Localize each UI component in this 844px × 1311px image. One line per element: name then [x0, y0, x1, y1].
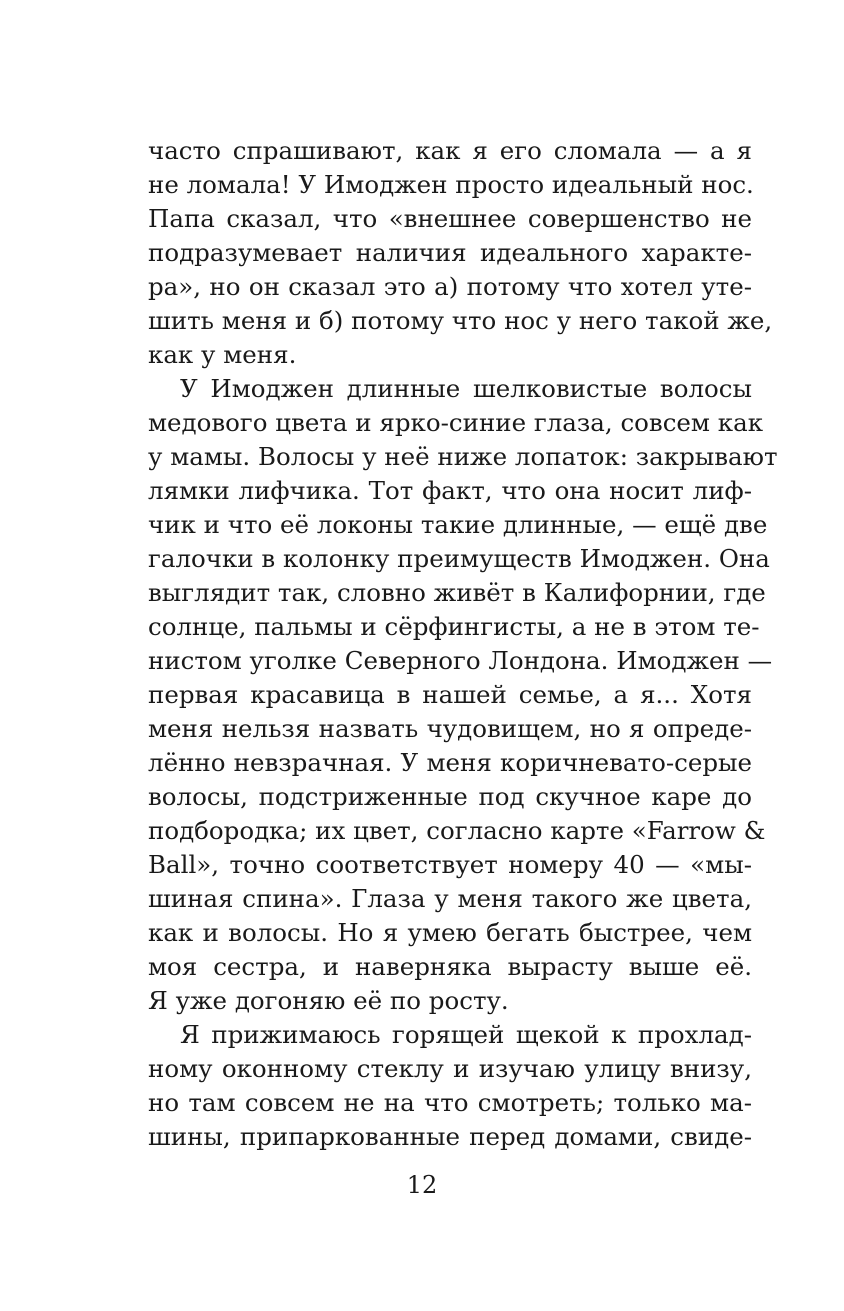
- text-line: галочки в колонку преимуществ Имоджен. Она: [148, 544, 770, 573]
- text-line: подбородка; их цвет, согласно карте «Farrow &: [148, 816, 766, 845]
- text-line: шиная спина». Глаза у меня такого же цвета,: [148, 884, 752, 913]
- text-line: лямки лифчика. Тот факт, что она носит лиф-: [148, 476, 752, 505]
- page-text: [148, 134, 778, 1154]
- text-line: моя сестра, и наверняка вырасту выше её.: [148, 952, 752, 981]
- text-line: подразумевает наличия идеального характе-: [148, 238, 752, 267]
- text-line: часто спрашивают, как я его сломала — а я: [148, 136, 752, 165]
- text-line: шить меня и б) потому что нос у него такой же,: [148, 306, 773, 335]
- text-line: Я прижимаюсь горящей щекой к прохлад-: [180, 1020, 752, 1049]
- text-line: нистом уголке Северного Лондона. Имоджен —: [148, 646, 773, 675]
- text-line: не ломала! У Имоджен просто идеальный нос.: [148, 170, 754, 199]
- text-line: ра», но он сказал это а) потому что хотел уте-: [148, 272, 752, 301]
- text-line: как и волосы. Но я умею бегать быстрее, чем: [148, 918, 752, 947]
- text-line: Ball», точно соответствует номеру 40 — «мы-: [148, 850, 752, 879]
- text-line: первая красавица в нашей семье, а я... Хотя: [148, 680, 752, 709]
- text-line: выглядит так, словно живёт в Калифорнии, где: [148, 578, 766, 607]
- page-number: 12: [406, 1171, 438, 1199]
- text-line: как у меня.: [148, 340, 297, 369]
- text-line: шины, припаркованные перед домами, свиде-: [148, 1122, 752, 1151]
- text-line: меня нельзя назвать чудовищем, но я опреде-: [148, 714, 752, 743]
- text-line: чик и что её локоны такие длинные, — ещё две: [148, 510, 768, 539]
- text-line: солнце, пальмы и сёрфингисты, а не в этом те-: [148, 612, 760, 641]
- text-line: медового цвета и ярко-синие глаза, совсем как: [148, 408, 764, 437]
- text-line: Папа сказал, что «внешнее совершенство не: [148, 204, 752, 233]
- text-line: но там совсем не на что смотреть; только ма-: [148, 1088, 752, 1117]
- text-line: ному оконному стеклу и изучаю улицу внизу,: [148, 1054, 752, 1083]
- text-line: лённо невзрачная. У меня коричневато-серые: [148, 748, 752, 777]
- text-line: Я уже догоняю её по росту.: [148, 986, 509, 1015]
- text-line: волосы, подстриженные под скучное каре до: [148, 782, 752, 811]
- text-line: у мамы. Волосы у неё ниже лопаток: закрывают: [148, 442, 778, 471]
- text-line: У Имоджен длинные шелковистые волосы: [180, 374, 752, 403]
